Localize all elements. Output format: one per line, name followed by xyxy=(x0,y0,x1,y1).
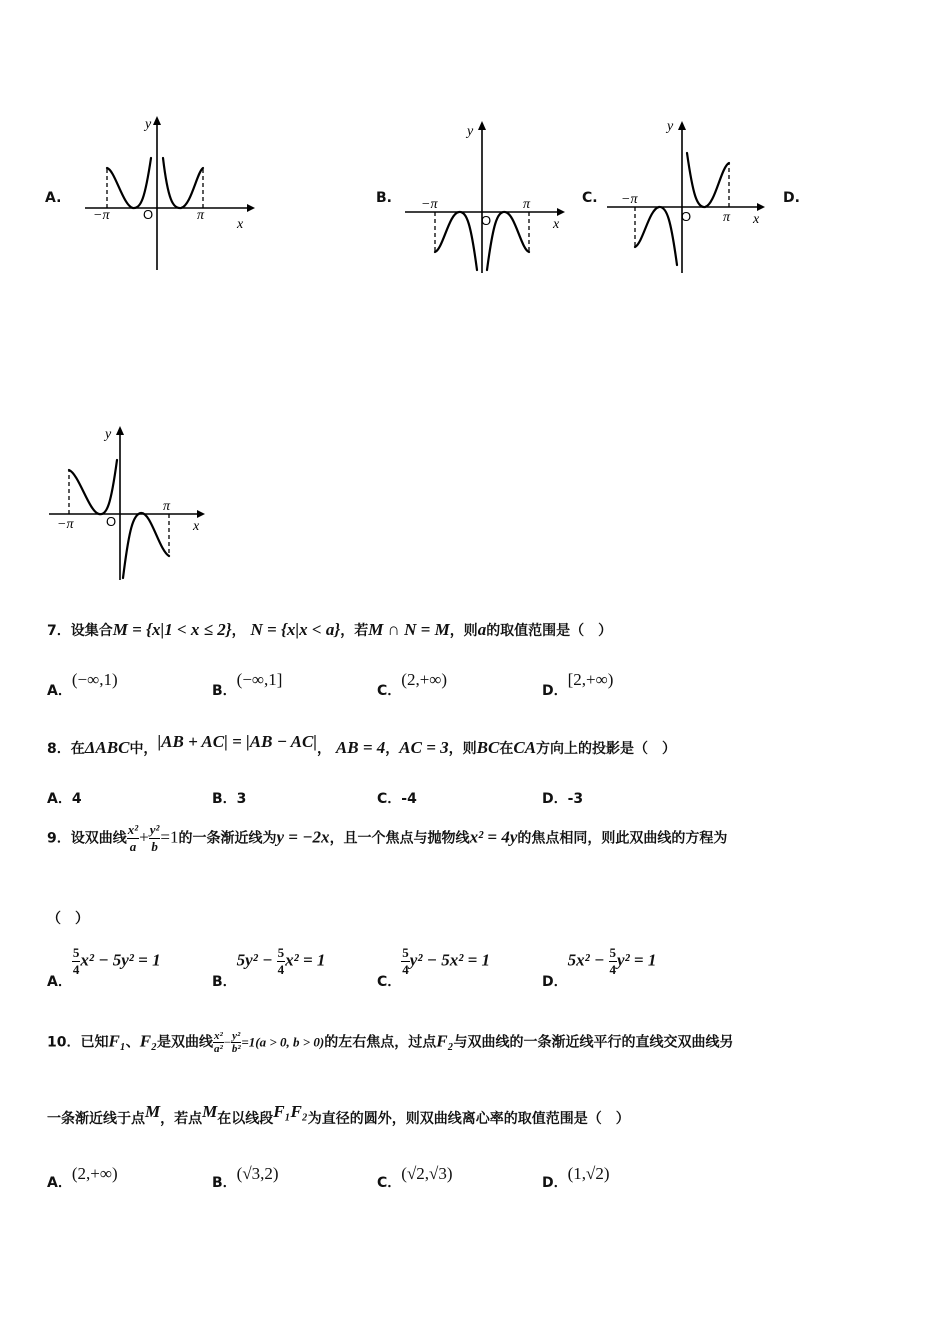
question-10-line2 xyxy=(47,1102,630,1128)
option-c-label[interactable]: C. xyxy=(582,190,598,206)
y-label: y xyxy=(467,124,474,139)
curve-left xyxy=(69,460,117,514)
q9-option-b-post: x² = 1 xyxy=(285,950,326,970)
q10-option-d-value: (1,√2) xyxy=(567,1164,610,1183)
q8-option-b-label: B． xyxy=(212,791,237,807)
option-b-label[interactable]: B. xyxy=(376,190,392,206)
q10-frac-y-den: b² xyxy=(231,1043,241,1055)
q9-option-d-label: D． xyxy=(542,973,568,990)
x-axis-arrow xyxy=(757,203,765,211)
curve-right xyxy=(123,513,169,578)
q9-option-d-pre: 5x² − xyxy=(567,950,609,970)
option-a-label[interactable]: A. xyxy=(45,190,62,206)
q9-option-a[interactable] xyxy=(47,945,161,990)
origin-label: O xyxy=(143,207,154,222)
q8-text7: 方向上的投影是（ ） xyxy=(536,741,677,757)
y-label: y xyxy=(667,119,674,134)
x-axis-arrow xyxy=(557,208,565,216)
q8-option-a-label: A． xyxy=(47,791,72,807)
q7-a: a xyxy=(477,620,487,639)
q9-text1: 设双曲线 xyxy=(70,830,127,847)
q9-eq1: =1 xyxy=(160,827,179,847)
q7-text3: ，则 xyxy=(449,623,478,639)
x-label: x xyxy=(237,217,244,232)
q7-option-b[interactable] xyxy=(212,670,283,700)
q10-f2b: F₂ xyxy=(436,1031,454,1051)
q10-text4: 与双曲线的一条渐近线平行的直线交双曲线另 xyxy=(453,1034,734,1051)
q10-f2: F₂ xyxy=(139,1031,158,1051)
q8-option-b[interactable] xyxy=(212,788,246,808)
q7-comma: ， xyxy=(231,623,246,639)
q8-option-c-value: -4 xyxy=(401,791,417,807)
q9-frac1-den: a xyxy=(129,839,137,854)
q8-ab: AB = 4 xyxy=(335,738,386,757)
q7-option-d-label: D． xyxy=(542,683,568,699)
q9-text4: 的焦点相同，则此双曲线的方程为 xyxy=(517,830,728,847)
option-d-label[interactable]: D. xyxy=(783,190,800,206)
q10-option-c-value: (√2,√3) xyxy=(401,1164,453,1183)
q10-option-c-label: C． xyxy=(377,1175,402,1191)
q10-option-d-label: D． xyxy=(542,1175,568,1191)
q8-ac: AC = 3 xyxy=(399,738,449,757)
q9-option-a-label: A． xyxy=(47,973,72,990)
graph-b xyxy=(405,115,585,289)
graph-d-svg xyxy=(45,420,225,590)
q9-option-b-frac xyxy=(277,945,286,978)
curve-right xyxy=(487,212,529,270)
curve-right xyxy=(163,158,203,208)
y-axis-arrow xyxy=(678,121,686,130)
q9-asymptote: y = −2x xyxy=(276,827,330,847)
q8-option-a-value: 4 xyxy=(71,791,82,807)
q10-m1: M xyxy=(145,1102,161,1121)
curve-left xyxy=(635,207,677,265)
q9-option-d-num: 5 xyxy=(609,945,617,960)
q9-number: 9． xyxy=(47,830,71,847)
q10-number: 10． xyxy=(47,1034,81,1051)
x-label: x xyxy=(553,217,560,232)
pi-label: π xyxy=(197,208,205,223)
q9-option-c-den: 4 xyxy=(402,962,409,977)
q8-equation: |AB + AC| = |AB − AC| xyxy=(157,732,318,751)
q10-condition: =1(a > 0, b > 0) xyxy=(241,1034,325,1050)
q9-option-c-label: C． xyxy=(377,973,402,990)
q8-option-d[interactable] xyxy=(542,788,583,808)
q10-text1: 已知 xyxy=(80,1034,109,1051)
curve-left xyxy=(435,212,477,270)
q10-frac-x xyxy=(213,1030,224,1055)
q7-condition: M ∩ N = M xyxy=(368,620,450,639)
q8-text6: 在 xyxy=(499,741,514,757)
q8-text1: 在 xyxy=(70,741,85,757)
q9-frac2-num: y² xyxy=(149,822,160,837)
q10-line2b: ，若点 xyxy=(160,1111,203,1127)
q10-option-c[interactable] xyxy=(377,1164,453,1192)
x-label: x xyxy=(753,212,760,227)
q9-option-b-label: B． xyxy=(212,973,237,990)
question-7 xyxy=(47,620,612,640)
pi-label: π xyxy=(163,499,171,514)
q8-text3: ， xyxy=(317,741,332,757)
q8-text2: 中， xyxy=(129,741,158,757)
q9-option-a-post: x² − 5y² = 1 xyxy=(80,950,161,970)
y-axis-arrow xyxy=(153,116,161,125)
q9-option-a-num: 5 xyxy=(72,945,80,960)
x-axis-arrow xyxy=(247,204,255,212)
q7-option-c-value: (2,+∞) xyxy=(401,670,448,689)
q7-option-b-value: (−∞,1] xyxy=(236,670,283,689)
curve-right xyxy=(687,153,729,207)
q8-option-d-value: -3 xyxy=(567,791,584,807)
q8-option-d-label: D． xyxy=(542,791,568,807)
q10-minus: − xyxy=(223,1034,232,1050)
q7-option-a-value: (−∞,1) xyxy=(71,670,118,689)
question-8 xyxy=(47,732,677,758)
pi-label: π xyxy=(523,197,531,212)
q9-option-b[interactable] xyxy=(212,945,326,990)
q7-option-d[interactable] xyxy=(542,670,614,700)
q8-option-c[interactable] xyxy=(377,788,417,808)
question-9 xyxy=(47,822,727,855)
q9-option-d-frac xyxy=(609,945,618,978)
q7-number: 7． xyxy=(47,623,71,639)
y-axis-arrow xyxy=(116,426,124,435)
pi-label: π xyxy=(723,210,731,225)
neg-pi-label: −π xyxy=(421,197,438,212)
q9-option-c-post: y² − 5x² = 1 xyxy=(409,950,491,970)
q10-line2c: 在以线段 xyxy=(217,1111,274,1127)
q10-text2: 是双曲线 xyxy=(157,1034,214,1051)
q9-parabola: x² = 4y xyxy=(469,827,518,847)
q10-sep: 、 xyxy=(125,1034,140,1051)
curve-left xyxy=(107,158,151,208)
origin-label: O xyxy=(681,209,692,224)
graph-a xyxy=(85,110,265,284)
q10-option-a[interactable] xyxy=(47,1164,118,1192)
q7-text2: ，若 xyxy=(340,623,369,639)
q10-line2d: 为直径的圆外，则双曲线离心率的取值范围是（ ） xyxy=(307,1111,630,1127)
q8-text4: ， xyxy=(385,741,400,757)
q9-frac1-num: x² xyxy=(127,822,139,837)
q10-option-b-value: (√3,2) xyxy=(236,1164,279,1183)
q9-option-d-post: y² = 1 xyxy=(617,950,657,970)
q7-text1: 设集合 xyxy=(70,623,113,639)
y-axis-arrow xyxy=(478,121,486,130)
q7-option-c[interactable] xyxy=(377,670,448,700)
q10-frac-y xyxy=(231,1030,241,1055)
q10-option-a-label: A． xyxy=(47,1175,72,1191)
q10-text3: 的左右焦点，过点 xyxy=(324,1034,437,1051)
q8-bc: BC xyxy=(476,738,500,757)
q9-option-b-den: 4 xyxy=(277,962,285,977)
q8-ca: CA xyxy=(513,738,537,757)
q8-option-c-label: C． xyxy=(377,791,402,807)
q8-triangle: ΔABC xyxy=(84,738,130,757)
y-label: y xyxy=(105,427,112,442)
graph-c xyxy=(607,115,787,289)
x-label: x xyxy=(193,519,200,534)
q10-frac-x-num: x² xyxy=(214,1030,223,1042)
neg-pi-label: −π xyxy=(621,192,638,207)
q9-option-d[interactable] xyxy=(542,945,657,990)
x-axis-arrow xyxy=(197,510,205,518)
q7-option-c-label: C． xyxy=(377,683,402,699)
q10-option-d[interactable] xyxy=(542,1164,610,1192)
graph-b-svg xyxy=(405,115,585,285)
q10-f1: F₁ xyxy=(108,1031,126,1051)
graph-c-svg xyxy=(607,115,787,285)
q7-set-n: N = {x|x < a} xyxy=(250,620,341,639)
q10-f1f2: F₁F₂ xyxy=(273,1102,308,1121)
q8-option-a[interactable] xyxy=(47,788,82,808)
q7-option-b-label: B． xyxy=(212,683,237,699)
q9-fraction-y xyxy=(149,822,161,855)
q8-number: 8． xyxy=(47,741,71,757)
y-label: y xyxy=(145,117,152,132)
q9-option-a-den: 4 xyxy=(72,962,80,977)
q9-option-d-den: 4 xyxy=(609,962,617,977)
q10-line2a: 一条渐近线于点 xyxy=(47,1111,145,1127)
q9-text2: 的一条渐近线为 xyxy=(178,830,277,847)
q9-option-b-pre: 5y² − xyxy=(236,950,277,970)
q8-option-b-value: 3 xyxy=(236,791,247,807)
q9-option-b-num: 5 xyxy=(277,945,285,960)
neg-pi-label: −π xyxy=(57,517,74,532)
q10-option-a-value: (2,+∞) xyxy=(71,1164,118,1183)
graph-d xyxy=(45,420,225,594)
q7-option-a-label: A． xyxy=(47,683,72,699)
origin-label: O xyxy=(106,514,117,529)
q10-frac-x-den: a² xyxy=(214,1043,223,1055)
q7-option-d-value: [2,+∞) xyxy=(567,670,614,689)
neg-pi-label: −π xyxy=(93,208,110,223)
q7-option-a[interactable] xyxy=(47,670,118,700)
q10-option-b[interactable] xyxy=(212,1164,279,1192)
q10-frac-y-num: y² xyxy=(232,1030,241,1042)
q9-option-c[interactable] xyxy=(377,945,491,990)
graph-a-svg xyxy=(85,110,265,280)
origin-label: O xyxy=(481,213,492,228)
q9-frac2-den: b xyxy=(151,839,158,854)
q9-plus: + xyxy=(139,827,149,847)
q9-option-c-frac xyxy=(401,945,410,978)
q9-paren: （ ） xyxy=(47,911,89,927)
q9-fraction-x xyxy=(127,822,139,855)
q10-m2: M xyxy=(202,1102,218,1121)
q8-text5: ，则 xyxy=(448,741,477,757)
q7-set-m: M = {x|1 < x ≤ 2} xyxy=(112,620,232,639)
q9-text3: ，且一个焦点与抛物线 xyxy=(329,830,470,847)
question-10-line1 xyxy=(47,1030,734,1055)
q7-text4: 的取值范围是（ ） xyxy=(486,623,613,639)
q10-option-b-label: B． xyxy=(212,1175,237,1191)
q9-option-c-num: 5 xyxy=(402,945,409,960)
